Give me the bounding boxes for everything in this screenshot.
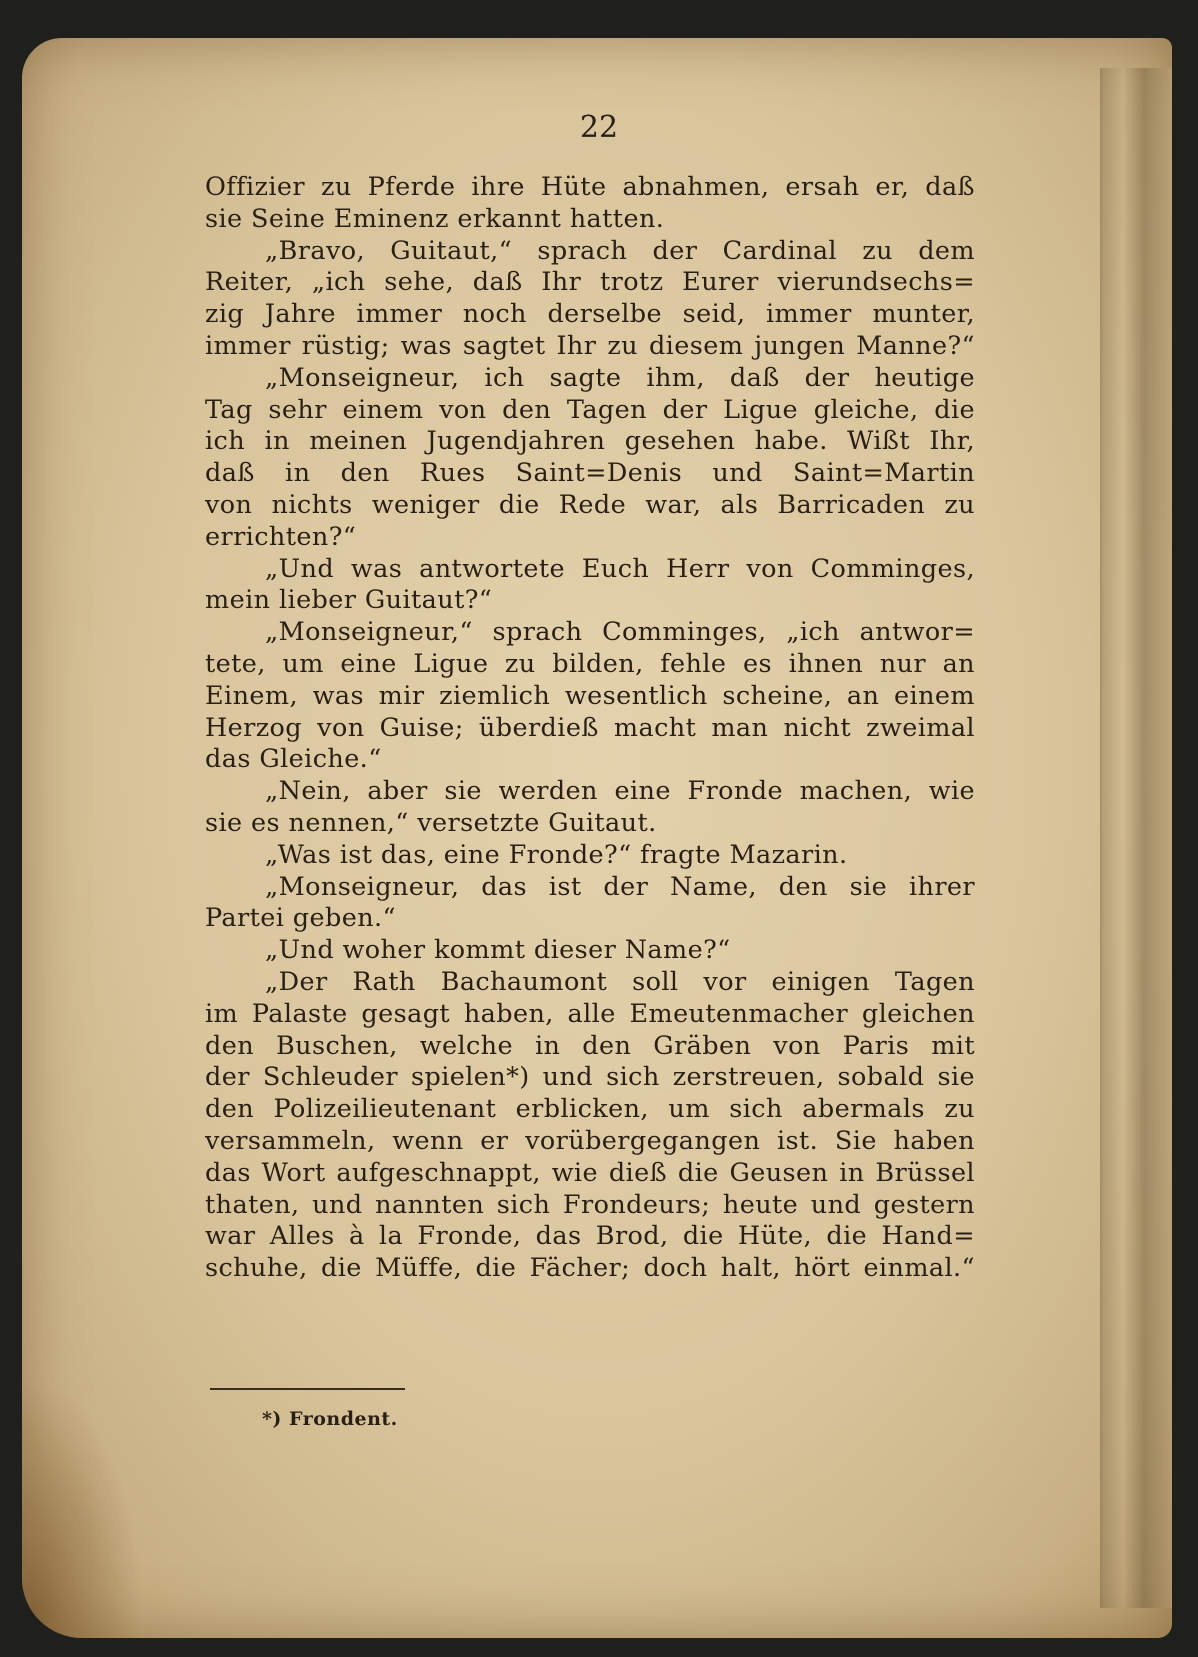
text-line: „Und was antwortete Euch Herr von Comminges, bbox=[265, 553, 975, 584]
text-line: Offizier zu Pferde ihre Hüte abnahmen, ersah er, daß bbox=[205, 172, 975, 202]
text-line: mein lieber Guitaut?“ bbox=[205, 585, 493, 616]
text-line: das Gleiche.“ bbox=[205, 744, 382, 775]
text-line: versammeln, wenn er vorübergegangen ist. Sie haben bbox=[205, 1125, 975, 1156]
text-line: sie es nennen,“ versetzte Guitaut. bbox=[205, 807, 657, 838]
text-line: „Was ist das, eine Fronde?“ fragte Mazarin. bbox=[265, 839, 848, 870]
footnote-divider bbox=[210, 1388, 405, 1390]
body-text bbox=[205, 172, 975, 1285]
page-edge-stack bbox=[1100, 68, 1172, 1608]
text-line: „Und woher kommt dieser Name?“ bbox=[265, 935, 731, 966]
text-line: sie Seine Eminenz erkannt hatten. bbox=[205, 203, 665, 234]
corner-stain bbox=[22, 1378, 142, 1638]
text-line: von nichts weniger die Rede war, als Barricaden zu bbox=[205, 489, 975, 520]
text-line: war Alles à la Fronde, das Brod, die Hüte, die Hand= bbox=[205, 1221, 975, 1252]
text-line: Herzog von Guise; überdieß macht man nicht zweimal bbox=[205, 712, 975, 743]
page-number: 22 bbox=[579, 110, 619, 145]
text-line: Partei geben.“ bbox=[205, 903, 396, 934]
footnote: *) Frondent. bbox=[262, 1408, 398, 1430]
text-line: „Monseigneur,“ sprach Comminges, „ich antwor= bbox=[265, 617, 975, 648]
text-line: daß in den Rues Saint=Denis und Saint=Martin bbox=[205, 458, 975, 489]
text-line: tete, um eine Ligue zu bilden, fehle es ihnen nur an bbox=[205, 648, 975, 679]
text-line: „Monseigneur, das ist der Name, den sie ihrer bbox=[265, 871, 975, 902]
text-line: thaten, und nannten sich Frondeurs; heute und gestern bbox=[205, 1189, 975, 1220]
text-line: zig Jahre immer noch derselbe seid, immer munter, bbox=[205, 299, 975, 330]
text-line: „Der Rath Bachaumont soll vor einigen Tagen bbox=[265, 966, 975, 997]
text-line: Reiter, „ich sehe, daß Ihr trotz Eurer vierundsechs= bbox=[205, 267, 975, 298]
text-line: Tag sehr einem von den Tagen der Ligue gleiche, die bbox=[205, 394, 975, 425]
text-line: Einem, was mir ziemlich wesentlich scheine, an einem bbox=[205, 680, 975, 711]
text-line: den Buschen, welche in den Gräben von Paris mit bbox=[205, 1030, 975, 1061]
text-line: errichten?“ bbox=[205, 521, 357, 552]
text-line: der Schleuder spielen*) und sich zerstreuen, sobald sie bbox=[205, 1062, 975, 1093]
text-line: im Palaste gesagt haben, alle Emeutenmacher gleichen bbox=[205, 998, 975, 1029]
text-line: den Polizeilieutenant erblicken, um sich abermals zu bbox=[205, 1094, 975, 1125]
text-line: immer rüstig; was sagtet Ihr zu diesem jungen Manne?“ bbox=[205, 330, 975, 361]
text-line: das Wort aufgeschnappt, wie dieß die Geusen in Brüssel bbox=[205, 1157, 975, 1188]
text-line: ich in meinen Jugendjahren gesehen habe. Wißt Ihr, bbox=[205, 426, 975, 457]
text-line: „Monseigneur, ich sagte ihm, daß der heutige bbox=[265, 362, 975, 393]
text-line: „Bravo, Guitaut,“ sprach der Cardinal zu dem bbox=[265, 235, 975, 266]
text-line: schuhe, die Müffe, die Fächer; doch halt, hört einmal.“ bbox=[205, 1253, 975, 1284]
text-line: „Nein, aber sie werden eine Fronde machen, wie bbox=[265, 776, 975, 807]
